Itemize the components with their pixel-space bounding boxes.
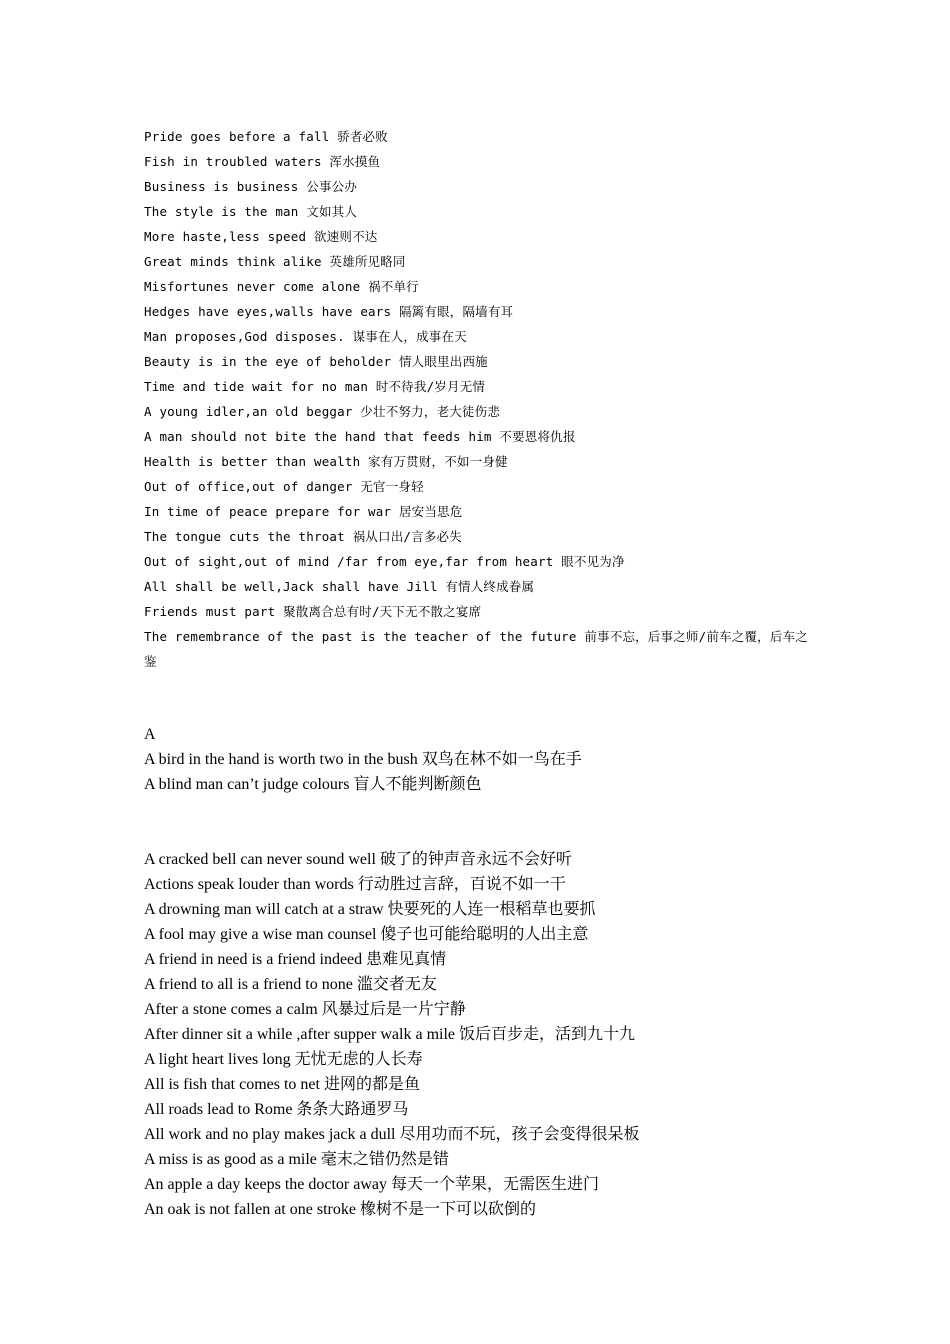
proverb-line: Hedges have eyes,walls have ears 隔篱有眼，隔墙有耳 <box>144 304 514 319</box>
proverb-line: A man should not bite the hand that feeds him 不要恩将仇报 <box>144 429 576 444</box>
proverb-line: The remembrance of the past is the teacher of the future 前事不忘，后事之师/前车之覆，后车之鉴 <box>144 629 808 669</box>
proverb-line: Actions speak louder than words 行动胜过言辞，百说不如一干 <box>144 876 566 893</box>
proverb-line: Man proposes,God disposes. 谋事在人，成事在天 <box>144 329 467 344</box>
proverb-line: An oak is not fallen at one stroke 橡树不是一下可以砍倒的 <box>144 1201 536 1218</box>
document-body <box>144 124 816 1222</box>
section-heading-letter: A <box>144 726 156 743</box>
proverb-list-mono <box>144 124 816 674</box>
proverb-line: Time and tide wait for no man 时不待我/岁月无情 <box>144 379 486 394</box>
proverb-line: A fool may give a wise man counsel 傻子也可能给聪明的人出主意 <box>144 926 589 943</box>
proverb-line: Out of sight,out of mind /far from eye,far from heart 眼不见为净 <box>144 554 625 569</box>
proverb-line: More haste,less speed 欲速则不达 <box>144 229 378 244</box>
proverb-line: All roads lead to Rome 条条大路通罗马 <box>144 1101 409 1118</box>
proverb-line: Friends must part 聚散离合总有时/天下无不散之宴席 <box>144 604 482 619</box>
proverb-line: A cracked bell can never sound well 破了的钟声音永远不会好听 <box>144 851 572 868</box>
proverb-line: Out of office,out of danger 无官一身轻 <box>144 479 424 494</box>
proverb-line: Beauty is in the eye of beholder 情人眼里出西施 <box>144 354 488 369</box>
proverb-line: After dinner sit a while ,after supper walk a mile 饭后百步走，活到九十九 <box>144 1026 636 1043</box>
proverb-line: Business is business 公事公办 <box>144 179 358 194</box>
proverb-line: A light heart lives long 无忧无虑的人长寿 <box>144 1051 423 1068</box>
proverb-line: A blind man can’t judge colours 盲人不能判断颜色 <box>144 776 482 793</box>
proverb-line: A friend to all is a friend to none 滥交者无友 <box>144 976 437 993</box>
proverb-line: In time of peace prepare for war 居安当思危 <box>144 504 463 519</box>
proverb-line: All is fish that comes to net 进网的都是鱼 <box>144 1076 420 1093</box>
proverb-line: A friend in need is a friend indeed 患难见真情 <box>144 951 447 968</box>
proverb-line: The tongue cuts the throat 祸从口出/言多必失 <box>144 529 462 544</box>
blank-space <box>144 797 816 847</box>
proverb-list-a <box>144 722 816 1222</box>
proverb-line: Great minds think alike 英雄所见略同 <box>144 254 406 269</box>
proverb-line: All work and no play makes jack a dull 尽用功而不玩，孩子会变得很呆板 <box>144 1126 640 1143</box>
proverb-line: An apple a day keeps the doctor away 每天一个苹果，无需医生进门 <box>144 1176 600 1193</box>
proverb-line: After a stone comes a calm 风暴过后是一片宁静 <box>144 1001 466 1018</box>
proverb-line: All shall be well,Jack shall have Jill 有情人终成眷属 <box>144 579 535 594</box>
proverb-line: Fish in troubled waters 浑水摸鱼 <box>144 154 381 169</box>
proverb-line: A young idler,an old beggar 少壮不努力，老大徒伤悲 <box>144 404 501 419</box>
proverb-line: A miss is as good as a mile 毫末之错仍然是错 <box>144 1151 449 1168</box>
proverb-line: Health is better than wealth 家有万贯财，不如一身健 <box>144 454 508 469</box>
blank-space <box>144 674 816 722</box>
proverb-line: A bird in the hand is worth two in the bush 双鸟在林不如一鸟在手 <box>144 751 582 768</box>
proverb-line: Misfortunes never come alone 祸不单行 <box>144 279 419 294</box>
proverb-line: A drowning man will catch at a straw 快要死的人连一根稻草也要抓 <box>144 901 596 918</box>
proverb-line: Pride goes before a fall 骄者必败 <box>144 129 388 144</box>
proverb-line: The style is the man 文如其人 <box>144 204 358 219</box>
